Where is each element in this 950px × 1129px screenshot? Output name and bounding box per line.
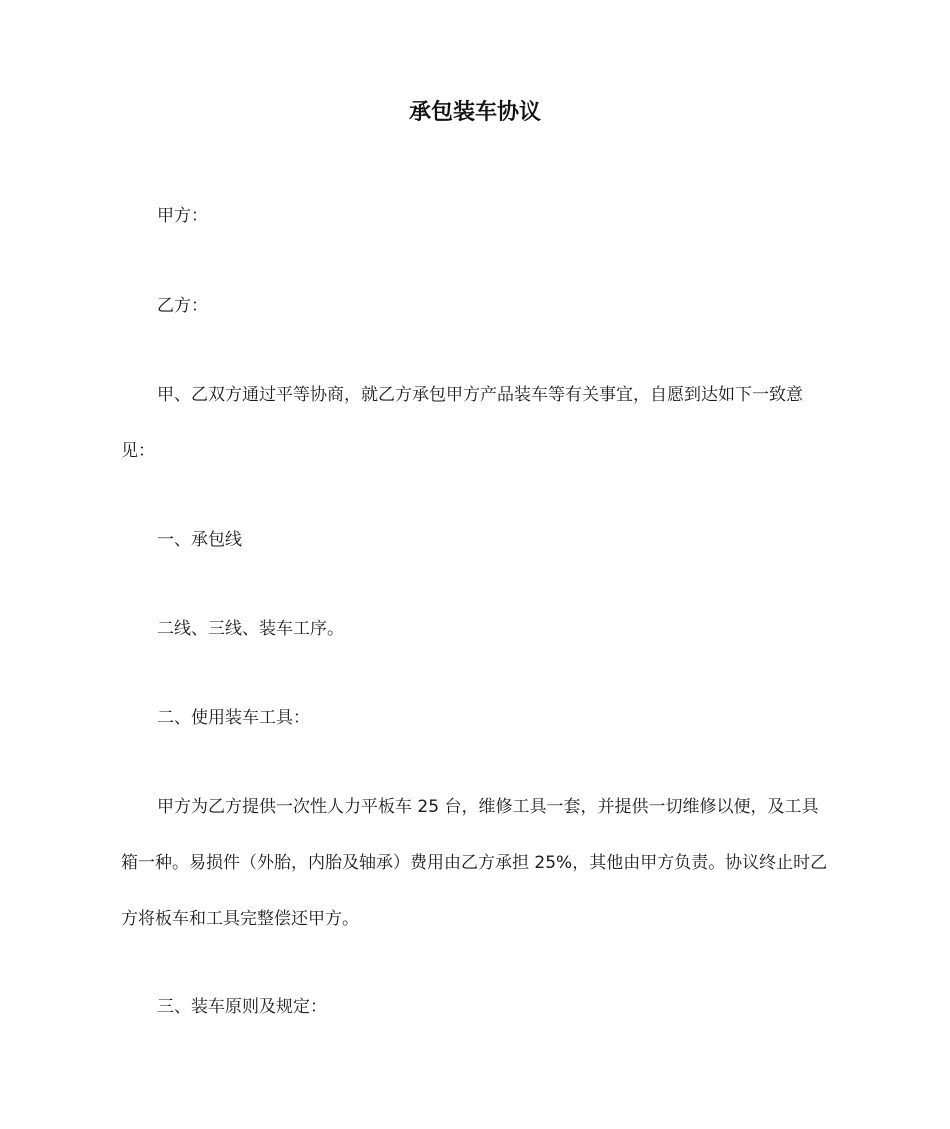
preamble-paragraph: 甲、乙双方通过平等协商，就乙方承包甲方产品装车等有关事宜，自愿到达如下一致意见：: [121, 385, 803, 461]
section-heading-2: 二、使用装车工具：: [157, 708, 310, 728]
party-a-line: 甲方：: [157, 206, 208, 226]
document-title: 承包装车协议: [408, 100, 541, 125]
section-1-body: 二线、三线、装车工序。: [157, 619, 344, 639]
section-2-body: 甲方为乙方提供一次性人力平板车 25 台，维修工具一套，并提供一切维修以便，及工具箱一种。易损件（外胎，内胎及轴承）费用由乙方承担 25%，其他由甲方负责。协议终止时乙方将板车和工具完整偿还甲方。: [121, 797, 828, 929]
section-heading-3: 三、装车原则及规定：: [157, 997, 327, 1017]
party-b-line: 乙方：: [157, 296, 208, 316]
section-heading-1: 一、承包线: [157, 530, 242, 550]
